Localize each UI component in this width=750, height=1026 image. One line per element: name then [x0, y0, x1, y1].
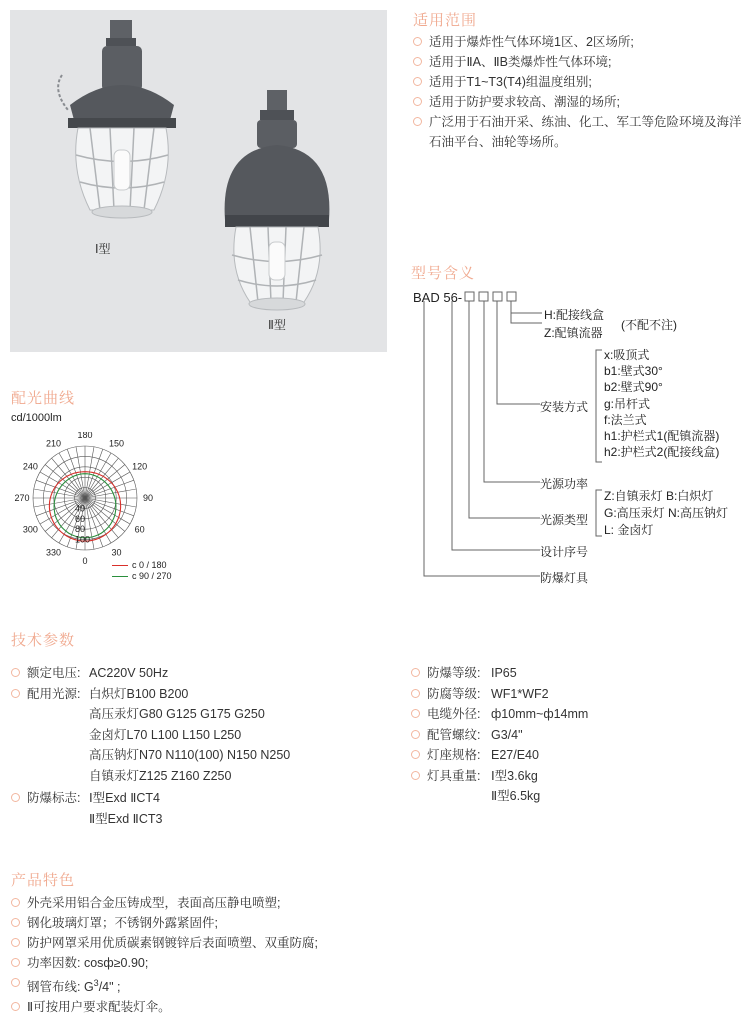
bullet-circle-icon — [11, 793, 20, 802]
polar-angle-label: 150 — [108, 438, 125, 449]
lamp-type2-label: Ⅱ型 — [268, 318, 286, 332]
model-power-label: 光源功率 — [540, 477, 589, 491]
spec-lamp-holder: 灯座规格: E27/E40 — [411, 745, 741, 766]
list-item: 防护网罩采用优质碳素钢镀锌后表面喷塑、双重防腐; — [11, 933, 431, 953]
lamp-illustrations — [10, 10, 387, 352]
list-item: 钢化玻璃灯罩；不锈钢外露紧固件; — [11, 913, 431, 933]
bullet-circle-icon — [411, 771, 420, 780]
polar-angle-label: 60 — [134, 524, 145, 535]
legend-red-line — [112, 565, 128, 566]
polar-angle-label: 90 — [142, 493, 154, 503]
model-title: 型号含义 — [411, 265, 476, 282]
features-list — [11, 893, 431, 1017]
bullet-circle-icon — [413, 37, 422, 46]
features-title: 产品特色 — [11, 872, 76, 889]
model-z-ballast: Z:配镇流器 — [544, 326, 603, 340]
list-item: h1:护栏式1(配镇流器) — [604, 429, 720, 444]
bullet-circle-icon — [413, 117, 422, 126]
list-item: Ⅱ可按用户要求配装灯伞。 — [11, 997, 431, 1017]
list-item: 适用于爆炸性气体环境1区、2区场所; — [413, 32, 743, 52]
list-item: b1:壁式30° — [604, 364, 663, 379]
bullet-circle-icon — [411, 750, 420, 759]
spec-cable-diameter: 电缆外径: ф10mm~ф14mm — [411, 704, 741, 725]
model-h-box: H:配接线盒 — [544, 308, 605, 322]
bullet-circle-icon — [411, 689, 420, 698]
polar-angle-label: 330 — [45, 547, 62, 558]
model-mount-label: 安装方式 — [540, 400, 589, 414]
bullet-circle-icon — [11, 898, 20, 907]
list-item: 适用于防护要求较高、潮湿的场所; — [413, 92, 743, 112]
bullet-circle-icon — [11, 668, 20, 677]
polar-angle-label: 120 — [132, 461, 148, 472]
polar-radial-label: 100 — [75, 534, 91, 545]
list-item: h2:护栏式2(配接线盒) — [604, 445, 720, 460]
tech-left-column — [11, 663, 391, 829]
model-source-options — [604, 488, 728, 539]
spec-ex-mark: 防爆标志: Ⅰ型Exd ⅡCT4 Ⅱ型Exd ⅡCT3 — [11, 788, 391, 829]
list-item: 适用于ⅡA、ⅡB类爆炸性气体环境; — [413, 52, 743, 72]
spec-weight: 灯具重量: Ⅰ型3.6kg Ⅱ型6.5kg — [411, 766, 741, 807]
scope-list — [413, 32, 743, 152]
spec-conduit-thread: 配管螺纹: G3/4" — [411, 725, 741, 746]
bullet-circle-icon — [11, 1002, 20, 1011]
polar-angle-label: 210 — [45, 438, 62, 449]
polar-angle-label: 300 — [22, 524, 38, 535]
lamp-type2-image — [225, 90, 330, 310]
list-item: f:法兰式 — [604, 412, 647, 427]
bullet-circle-icon — [11, 918, 20, 927]
bullet-circle-icon — [11, 938, 20, 947]
polar-angle-label: 240 — [22, 461, 38, 472]
list-item: g:吊杆式 — [604, 396, 651, 411]
bullet-circle-icon — [413, 97, 422, 106]
model-not-included: (不配不注) — [621, 318, 677, 332]
list-item: 钢管布线: $G^3/4$" ; — [11, 973, 431, 997]
polar-angle-label: 180 — [77, 432, 93, 440]
spec-ex-grade: 防爆等级: IP65 — [411, 663, 741, 684]
model-code: BAD 56- — [413, 290, 463, 305]
spec-anticorrosion: 防腐等级: WF1*WF2 — [411, 684, 741, 705]
list-item: x:吸顶式 — [604, 348, 650, 362]
legend-green-line — [112, 576, 128, 577]
legend-item-c90: c 90 / 270 — [112, 571, 172, 582]
bullet-circle-icon — [411, 668, 420, 677]
model-serial-label: 设计序号 — [540, 545, 589, 559]
list-item: 外壳采用铝合金压铸成型，表面高压静电喷塑; — [11, 893, 431, 913]
scope-title: 适用范围 — [413, 12, 478, 29]
spec-rated-voltage: 额定电压: AC220V 50Hz — [11, 663, 391, 684]
list-item: G:高压汞灯 N:高压钠灯 — [604, 506, 729, 520]
bullet-circle-icon — [11, 689, 20, 698]
curve-legend — [112, 560, 172, 582]
product-photo-panel — [10, 10, 387, 352]
polar-angle-label: 0 — [82, 556, 88, 566]
bullet-circle-icon — [413, 77, 422, 86]
polar-radial-label: 80 — [75, 524, 86, 535]
polar-radial-label: 40 — [75, 503, 86, 514]
model-mount-options — [604, 347, 719, 460]
model-product-label: 防爆灯具 — [540, 571, 589, 585]
spec-light-source: 配用光源: 白炽灯B100 B200 高压汞灯G80 G125 G175 G250 金卤灯L70 L100 L150 L250 高压钠灯N70 N110(100) N150 N250 自镇汞灯Z125 Z160 Z250 — [11, 684, 391, 787]
polar-angle-label: 30 — [111, 547, 122, 558]
list-item: 广泛用于石油开采、练油、化工、军工等危险环境及海洋石油平台、油轮等场所。 — [413, 112, 743, 152]
bullet-circle-icon — [411, 730, 420, 739]
curve-title: 配光曲线 — [11, 390, 76, 407]
lamp-type1-label: Ⅰ型 — [95, 242, 111, 256]
model-source-label: 光源类型 — [540, 513, 589, 527]
tech-title: 技术参数 — [11, 632, 76, 649]
polar-angle-label: 270 — [14, 493, 30, 503]
list-item: 功率因数: cosф≥0.90; — [11, 953, 431, 973]
polar-radial-label: 60 — [75, 513, 86, 524]
bullet-circle-icon — [411, 709, 420, 718]
bullet-circle-icon — [11, 958, 20, 967]
list-item: Z:自镇汞灯 B:白炽灯 — [604, 489, 714, 503]
list-item: L: 金卤灯 — [604, 523, 654, 537]
legend-item-c0: c 0 / 180 — [112, 560, 172, 571]
tech-right-column — [411, 663, 741, 807]
bullet-circle-icon — [11, 978, 20, 987]
bullet-circle-icon — [413, 57, 422, 66]
list-item: b2:壁式90° — [604, 380, 663, 395]
list-item: 适用于T1~T3(T4)组温度组别; — [413, 72, 743, 92]
lamp-type1-image — [58, 20, 176, 218]
curve-unit: cd/1000lm — [11, 412, 62, 424]
